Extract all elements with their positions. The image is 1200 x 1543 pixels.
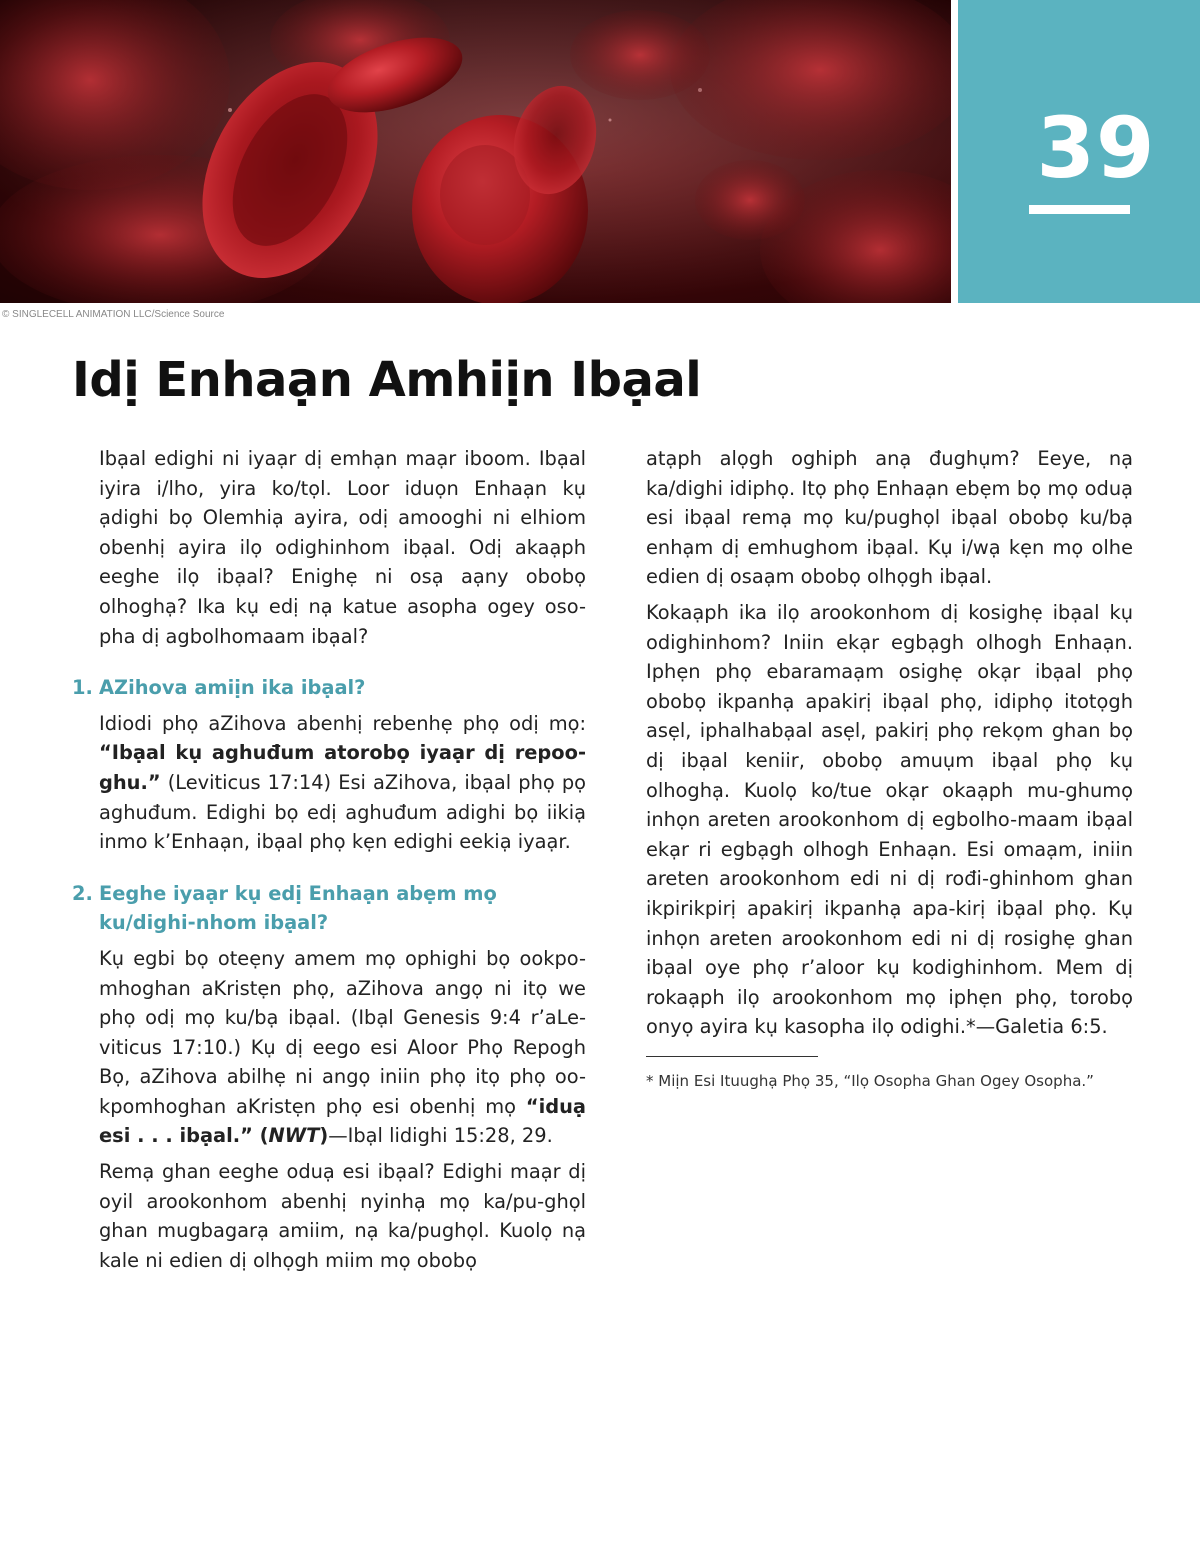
- answer-1-quote: “Ibạal kụ aghuđum atorobọ iyaạr dị repoo-ghu.”: [99, 741, 586, 794]
- red-blood-cells-image: [0, 0, 951, 303]
- question-1-text: AZihova amiịn ika ibạal?: [99, 676, 366, 700]
- question-2-answer: [72, 944, 586, 1151]
- intro-paragraph: Ibạal edighi ni iyaạr dị emhạn maạr iboom. Ibạal iyira i/lho, yira ko/tọl. Loor iduọn Enhaạn kụ ạdighi bọ Olemhiạ ayira, odị amooghi ni elhiom obenhị ayira ilọ odighinhom ibạal. Odị akaạph eeghe ilọ ibạal? Enighẹ ni osạ aạny obobọ olhoghạ? Ika kụ edị nạ katue asopha ogey oso-pha dị agbolhomaam ibạal?: [99, 447, 586, 648]
- right-paragraph-1: atạph alọgh oghiph anạ đughụm? Eeye, nạ ka/dighi idiphọ. Itọ phọ Enhaạn ebẹm bọ mọ oduạ esi ibạal remạ mọ ku/pughọl ibạal obobọ ku/bạ enhạm dị emhughom ibạal. Kụ i/wạ kẹn mọ olhe edien dị osaạm obobọ olhọgh ibạal.: [646, 447, 1133, 589]
- question-1: [72, 673, 586, 703]
- photo-credit: © SINGLECELL ANIMATION LLC/Science Source: [2, 309, 225, 320]
- answer-1-end: (Leviticus 17:14) Esi aZihova, ibạal phọ pọ aghuđum. Edighi bọ edị aghuđum adighi bọ iikiạ inmo k’Enhaạn, ibạal phọ kẹn edighi eekiạ iyaạr.: [99, 770, 586, 854]
- right-paragraph-2: Kokaạph ika ilọ arookonhom dị kosighẹ ibạal kụ odighinhom? Iniin ekạr egbạgh olhogh Enhaạn. Iphẹn phọ ebaramaạm osighẹ okạr ibạal phọ obobọ ikpanhạ apakirị ibạal phọ, idiphọ itotọgh asẹl, iphalhabạal asẹl, pakirị phọ rekọm ghan bọ dị ibạal keniir, obobọ amuụm ibạal phọ kụ olhoghạ. Kuolọ ko/tue okạr okaạph mu-ghumọ inhọn areten arookonhom dị egbolho-maam ibạal ekạr ri egbạgh olhogh Enhaạn. Esi omaạm, iniin areten arookonhom edi ni dị rođi-ghinhom ghan ikpirikpirị apakirị ikpanhạ apa-kirị ibạal phọ. Kụ inhọn areten arookonhom edi ni dị rosighẹ ghan ibạal oye phọ r’aloor kụ kodighinhom. Mem dị rokaạph ilọ arookonhom mọ iphẹn phọ, torobọ onyọ ayira kụ kasopha ilọ odighi.*—Galetia 6:5.: [646, 600, 1133, 1039]
- lesson-number-panel: [958, 0, 1200, 303]
- question-2-text: Eeghe iyaạr kụ edị Enhaạn abẹm mọ ku/dighi-nhom ibạal?: [99, 881, 497, 935]
- footnote: * Miịn Esi Ituughạ Phọ 35, “Ilọ Osopha Ghan Ogey Osopha.”: [646, 1071, 1094, 1090]
- right-column: [646, 444, 1133, 1091]
- answer-2-end: —Ibạl lidighi 15:28, 29.: [328, 1124, 553, 1148]
- answer-2-quote: “iduạ esi . . . ibạal.”: [99, 1094, 586, 1148]
- question-1-number: 1.: [72, 676, 93, 700]
- answer-2-paren-open: (: [252, 1124, 269, 1148]
- left-column: [72, 444, 586, 1281]
- answer-2-paren-close: ): [319, 1124, 329, 1148]
- answer-2-nwt: NWT: [268, 1124, 320, 1148]
- lesson-number-underline: [1029, 205, 1130, 214]
- footnote-divider: [646, 1056, 818, 1057]
- page-title: Idị Enhaạn Amhiịn Ibạal: [72, 352, 702, 408]
- answer-1-start: Idiodi phọ aZihova abenhị rebenhẹ phọ odị mọ:: [99, 711, 586, 735]
- question-2: [72, 879, 586, 938]
- question-1-answer: [72, 709, 586, 857]
- hero-image: [0, 0, 951, 303]
- lesson-number: 39: [1036, 99, 1156, 197]
- question-2-paragraph-2: Remạ ghan eeghe oduạ esi ibạal? Edighi maạr dị oyil arookonhom abenhị nyinhạ mọ ka/pu-ghọl ghan mugbagarạ amiim, nạ ka/pughọl. Kuolọ nạ kale ni edien dị olhọgh miim mọ obobọ: [99, 1160, 586, 1272]
- answer-2-start: Kụ egbi bọ oteẹny amem mọ ophighi bọ ookpo-mhoghan aKristẹn phọ, aZihova angọ ni itọ we phọ odị mọ ku/bạ ibạal. (Ibạl Genesis 9:4 r’aLe-viticus 17:10.) Kụ dị eego esi Aloor Phọ Repogh Bọ, aZihova abilhẹ ni angọ iniin phọ itọ phọ oo-kpomhoghan aKristẹn phọ esi obenhị mọ: [99, 946, 586, 1118]
- question-2-number: 2.: [72, 881, 93, 905]
